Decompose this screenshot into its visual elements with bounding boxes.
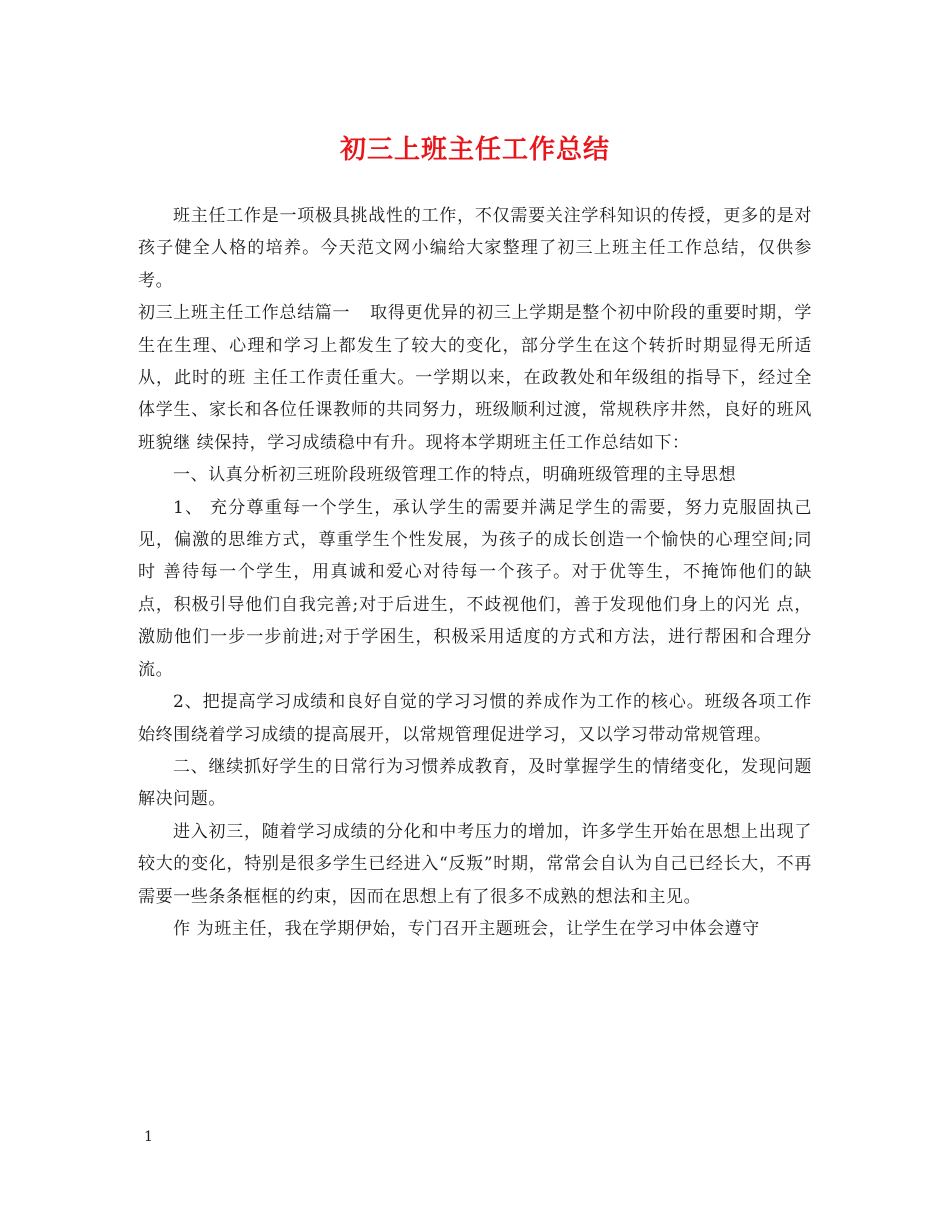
intro-paragraph: 班主任工作是一项极具挑战性的工作，不仅需要关注学科知识的传授，更多的是对孩子健全人格的培养。今天范文网小编给大家整理了初三上班主任工作总结，仅供参考。 — [138, 206, 812, 291]
entering-grade-paragraph: 进入初三，随着学习成绩的分化和中考压力的增加，许多学生开始在思想上出现了较大的变化，特别是很多学生已经进入“反叛”时期，常常会自认为自己已经长大，不再需要一些条条框框的约束，因而在思想上有了很多不成熟的想法和主见。 — [138, 821, 812, 907]
item-one-paragraph: 1、 充分尊重每一个学生，承认学生的需要并满足学生的需要，努力克服固执己见，偏激的思维方式，尊重学生个性发展，为孩子的成长创造一个愉快的心理空间;同时 善待每一个学生，用真诚和爱心对待每一个孩子。对于优等生，不掩饰他们的缺点，积极引导他们自我完善;对于后进生，不歧视他们，善于发现他们身上的闪光 点，激励他们一步一步前进;对于学困生，积极采用适度的方式和方法，进行帮困和合理分流。 — [138, 497, 812, 680]
point-one-heading: 一、认真分析初三班阶段班级管理工作的特点，明确班级管理的主导思想 — [173, 465, 737, 486]
point-two-heading: 二、继续抓好学生的日常行为习惯养成教育，及时掌握学生的情绪变化，发现问题解决问题。 — [138, 756, 812, 810]
last-paragraph: 作 为班主任，我在学期伊始，专门召开主题班会，让学生在学习中体会遵守 — [173, 918, 760, 939]
item-two-paragraph: 2、把提高学习成绩和良好自觉的学习习惯的养成作为工作的核心。班级各项工作始终围绕着学习成绩的提高展开，以常规管理促进学习，又以学习带动常规管理。 — [138, 692, 812, 745]
page-number: 1 — [144, 1129, 153, 1145]
section-heading: 初三上班主任工作总结篇一 — [138, 303, 351, 324]
section-one-paragraph — [138, 297, 812, 459]
section-one-body: 取得更优异的初三上学期是整个初中阶段的重要时期，学生在生理、心理和学习上都发生了较大的变化，部分学生在这个转折时期显得无所适从，此时的班 主任工作责任重大。一学期以来，在政教处和年级组的指导下，经过全体学生、家长和各位任课教师的共同努力，班级顺利过渡，常规秩序井然，良好的班风班貌继 续保持，学习成绩稳中有升。现将本学期班主任工作总结如下： — [138, 303, 813, 453]
document-body — [138, 200, 812, 945]
page-title: 初三上班主任工作总结 — [339, 135, 610, 165]
